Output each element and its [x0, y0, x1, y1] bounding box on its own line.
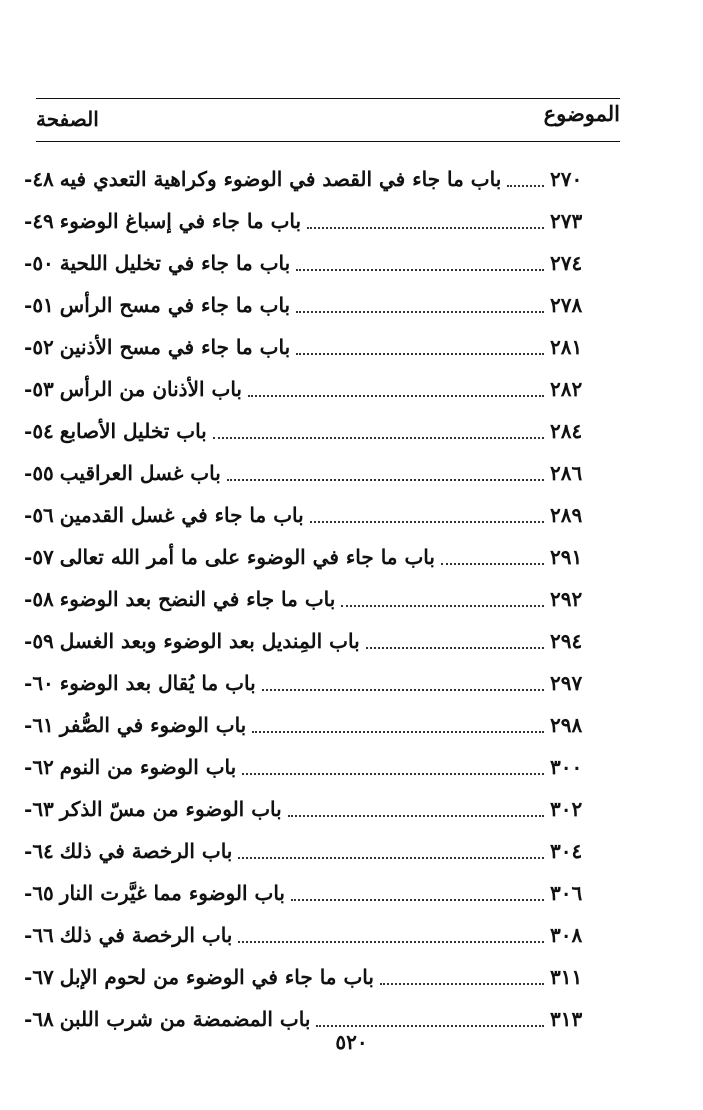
- toc-entry: [22, 746, 620, 788]
- entry-title: باب الوضوء مما غيَّرت النار: [59, 881, 286, 905]
- toc-entry: [22, 242, 620, 284]
- entry-number: ٦١-: [24, 713, 54, 737]
- entry-number: ٥١-: [24, 293, 54, 317]
- toc-entry: [22, 788, 620, 830]
- entry-number: ٥٧-: [24, 545, 54, 569]
- entry-title: باب غسل العراقيب: [59, 461, 221, 485]
- dot-leader: [310, 520, 544, 523]
- entry-page-number: ٢٨٢: [550, 377, 583, 401]
- dot-leader: [441, 562, 544, 565]
- entry-page-number: ٢٨٤: [550, 419, 583, 443]
- entry-title: باب ما جاء في مسح الأذنين: [59, 335, 291, 359]
- entry-number: ٦٥-: [24, 881, 54, 905]
- dot-leader: [380, 982, 544, 985]
- entry-number: ٥٩-: [24, 629, 54, 653]
- entry-page-number: ٢٩١: [550, 545, 583, 569]
- entry-page-number: ٣١١: [550, 965, 583, 989]
- entry-title: باب تخليل الأصابع: [59, 419, 207, 443]
- toc-entry: [22, 704, 620, 746]
- entry-number: ٥٠-: [24, 251, 54, 275]
- dot-leader: [242, 772, 544, 775]
- toc-entry: [22, 662, 620, 704]
- toc-entry: [22, 578, 620, 620]
- toc-entry: [22, 536, 620, 578]
- entry-title: باب المضمضة من شرب اللبن: [59, 1007, 311, 1031]
- toc-entry: [22, 914, 620, 956]
- dot-leader: [227, 478, 544, 481]
- entry-title: باب الأذنان من الرأس: [59, 377, 242, 401]
- entry-page-number: ٢٧٠: [550, 167, 583, 191]
- entry-page-number: ٣٠٦: [550, 881, 583, 905]
- entry-title: باب الرخصة في ذلك: [59, 923, 233, 947]
- dot-leader: [291, 898, 544, 901]
- dot-leader: [307, 226, 544, 229]
- entry-number: ٦٨-: [24, 1007, 54, 1031]
- entry-title: باب ما جاء في النضح بعد الوضوء: [59, 587, 336, 611]
- entry-title: باب ما جاء في الوضوء من لحوم الإبل: [59, 965, 374, 989]
- entry-page-number: ٢٩٤: [550, 629, 583, 653]
- entry-number: ٦٢-: [24, 755, 54, 779]
- toc-entry: [22, 410, 620, 452]
- entry-number: ٦٣-: [24, 797, 54, 821]
- entry-number: ٥٤-: [24, 419, 54, 443]
- entry-page-number: ٢٨٩: [550, 503, 583, 527]
- dot-leader: [248, 394, 544, 397]
- entry-title: باب الرخصة في ذلك: [59, 839, 233, 863]
- dot-leader: [366, 646, 544, 649]
- entry-page-number: ٢٧٣: [550, 209, 583, 233]
- toc-entry: [22, 872, 620, 914]
- entry-number: ٦٠-: [24, 671, 54, 695]
- toc-entry: [22, 452, 620, 494]
- dot-leader: [296, 352, 544, 355]
- toc-entry: [22, 200, 620, 242]
- entry-title: باب ما جاء في تخليل اللحية: [59, 251, 291, 275]
- dot-leader: [252, 730, 544, 733]
- entry-number: ٥٣-: [24, 377, 54, 401]
- entry-page-number: ٢٨١: [550, 335, 583, 359]
- entry-page-number: ٣٠٨: [550, 923, 583, 947]
- entry-page-number: ٣١٣: [550, 1007, 583, 1031]
- entry-title: باب المِنديل بعد الوضوء وبعد الغسل: [59, 629, 360, 653]
- dot-leader: [288, 814, 544, 817]
- entry-number: ٦٤-: [24, 839, 54, 863]
- entry-page-number: ٣٠٤: [550, 839, 583, 863]
- topic-column-heading: الموضوع: [543, 101, 620, 126]
- toc-entry: [22, 830, 620, 872]
- dot-leader: [296, 268, 544, 271]
- entry-number: ٤٩-: [24, 209, 54, 233]
- toc-entry: [22, 284, 620, 326]
- entry-title: باب الوضوء في الصُّفر: [59, 713, 247, 737]
- entry-page-number: ٢٩٢: [550, 587, 583, 611]
- page-column-heading: الصفحة: [36, 107, 99, 131]
- toc-entry: [22, 158, 620, 200]
- dot-leader: [262, 688, 544, 691]
- dot-leader: [213, 436, 544, 439]
- table-header: [36, 98, 620, 142]
- entry-page-number: ٢٨٦: [550, 461, 583, 485]
- toc-entry: [22, 326, 620, 368]
- entry-title: باب ما جاء في إسباغ الوضوء: [59, 209, 302, 233]
- entry-title: باب ما يُقال بعد الوضوء: [59, 671, 256, 695]
- entry-page-number: ٢٧٤: [550, 251, 583, 275]
- entry-number: ٤٨-: [24, 167, 54, 191]
- toc-entry: [22, 368, 620, 410]
- dot-leader: [507, 184, 544, 187]
- entry-title: باب ما جاء في مسح الرأس: [59, 293, 291, 317]
- entry-number: ٥٨-: [24, 587, 54, 611]
- entry-number: ٥٢-: [24, 335, 54, 359]
- entry-number: ٥٥-: [24, 461, 54, 485]
- entry-title: باب ما جاء في الوضوء على ما أمر الله تعالى: [59, 545, 435, 569]
- dot-leader: [238, 940, 544, 943]
- entry-page-number: ٢٧٨: [550, 293, 583, 317]
- entry-page-number: ٣٠٢: [550, 797, 583, 821]
- entry-page-number: ٢٩٨: [550, 713, 583, 737]
- dot-leader: [316, 1024, 544, 1027]
- dot-leader: [296, 310, 544, 313]
- page-number: ٥٢٠: [335, 1030, 368, 1054]
- entry-title: باب ما جاء في القصد في الوضوء وكراهية التعدي فيه: [59, 167, 502, 191]
- entry-number: ٥٦-: [24, 503, 54, 527]
- dot-leader: [238, 856, 544, 859]
- entry-page-number: ٢٩٧: [550, 671, 583, 695]
- entry-title: باب الوضوء من مسّ الذكر: [59, 797, 282, 821]
- dot-leader: [341, 604, 544, 607]
- entry-title: باب ما جاء في غسل القدمين: [59, 503, 304, 527]
- entry-page-number: ٣٠٠: [550, 755, 583, 779]
- entry-number: ٦٦-: [24, 923, 54, 947]
- toc-entry: [22, 620, 620, 662]
- table-of-contents: [22, 158, 620, 1040]
- toc-entry: [22, 956, 620, 998]
- toc-entry: [22, 494, 620, 536]
- entry-number: ٦٧-: [24, 965, 54, 989]
- entry-title: باب الوضوء من النوم: [59, 755, 237, 779]
